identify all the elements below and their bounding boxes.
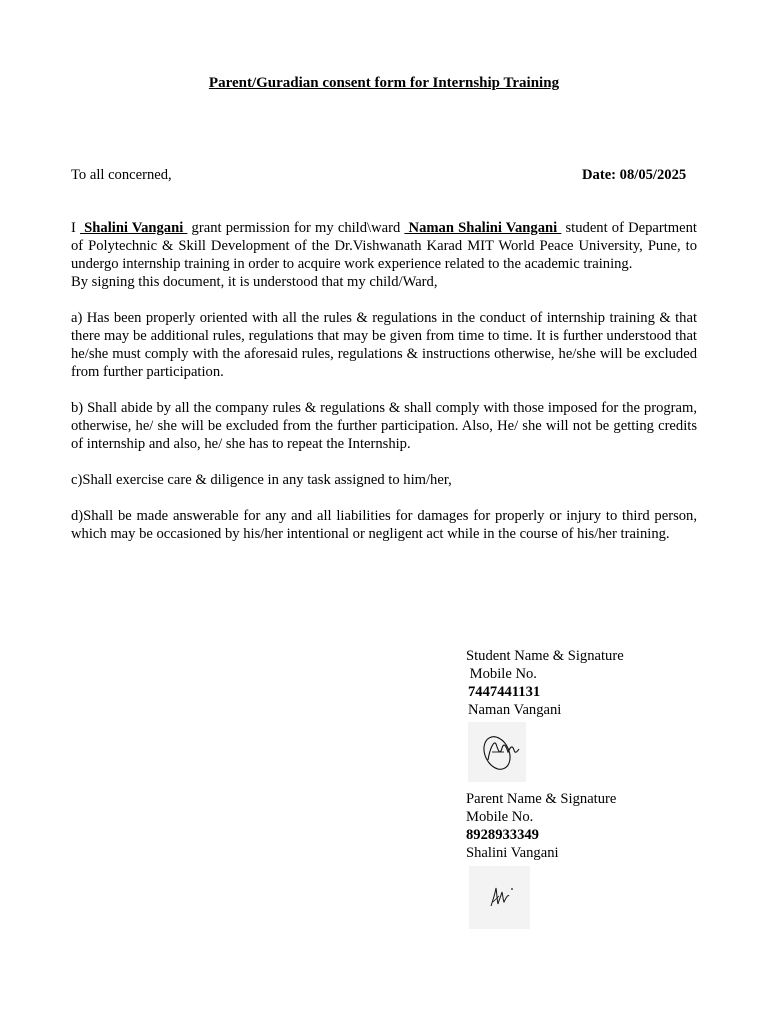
salutation: To all concerned, xyxy=(71,167,172,183)
consent-text-2: student of Department of Polytechnic & Skill Development of the Dr.Vishwanath Karad MIT World Peace University, Pune, to undergo internship training in order to acquire work experience related to the academic training. xyxy=(71,220,697,272)
parent-name: Shalini Vangani xyxy=(466,845,559,861)
clause-a: a) Has been properly oriented with all the rules & regulations in the conduct of internship training & that there may be additional rules, regulations that may be given from time to time. It is further understood that he/she must comply with the aforesaid rules, regulations & instructions otherwise, he/she will be excluded from further participation. xyxy=(71,310,697,380)
consent-body xyxy=(71,219,697,543)
parent-heading: Parent Name & Signature xyxy=(466,791,617,807)
student-heading: Student Name & Signature xyxy=(466,648,624,664)
clause-d: d)Shall be made answerable for any and all liabilities for damages for properly or injury to third person, which may be occasioned by his/her intentional or negligent act while in the course of his/her training. xyxy=(71,508,697,542)
parent-mobile-label: Mobile No. xyxy=(466,809,534,825)
parent-mobile: 8928933349 xyxy=(466,827,539,843)
student-mobile-label: Mobile No. xyxy=(466,666,537,682)
student-signature-image xyxy=(468,722,526,782)
student-signature-icon xyxy=(468,722,526,782)
student-name: Naman Vangani xyxy=(468,702,562,718)
consent-pronoun: I xyxy=(71,220,76,236)
clause-c: c)Shall exercise care & diligence in any task assigned to him/her, xyxy=(71,472,452,488)
student-mobile: 7447441131 xyxy=(468,684,541,700)
consent-text-1: grant permission for my child\ward xyxy=(187,220,405,236)
parent-signature-block xyxy=(466,790,686,862)
understanding-line: By signing this document, it is understood that my child/Ward, xyxy=(71,274,438,290)
parent-signature-icon xyxy=(469,866,530,929)
child-name-blank: Naman Shalini Vangani xyxy=(404,220,562,236)
form-date: Date: 08/05/2025 xyxy=(582,167,687,183)
form-title: Parent/Guradian consent form for Internship Training xyxy=(208,75,560,91)
student-signature-block xyxy=(466,647,686,719)
consent-paragraph xyxy=(71,219,697,273)
parent-signature-image xyxy=(469,866,530,929)
clause-b: b) Shall abide by all the company rules & regulations & shall comply with those imposed for the program, otherwise, he/ she will be excluded from the further participation. Also, He/ she will not be getting credits of internship and also, he/ she has to repeat the Internship. xyxy=(71,400,697,452)
parent-name-blank: Shalini Vangani xyxy=(80,220,188,236)
